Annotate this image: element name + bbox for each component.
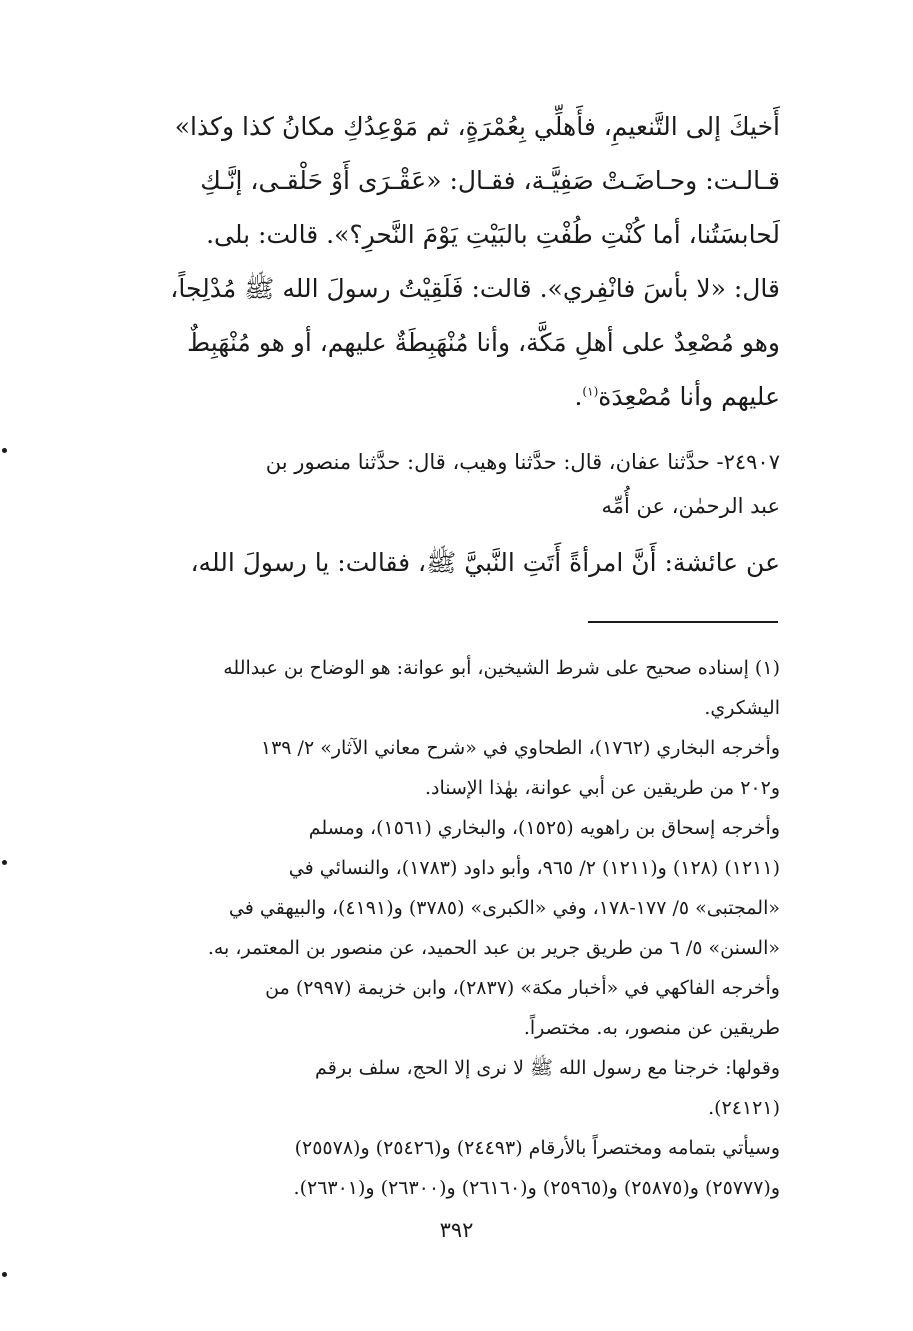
- footnote-line: «المجتبى» ٥/ ١٧٧-١٧٨، وفي «الكبرى» (٣٧٨٥) و(٤١٩١)، والبيهقي في: [228, 897, 780, 919]
- footnote-line: و٢٠٢ من طريقين عن أبي عوانة، بهٰذا الإسناد.: [424, 777, 780, 799]
- footnote-line: وسيأتي بتمامه ومختصراً بالأرقام (٢٤٤٩٣) و(٢٥٤٢٦) و(٢٥٥٧٨): [294, 1137, 780, 1159]
- footnote-line: وقولها: خرجنا مع رسول الله ﷺ لا نرى إلا الحج، سلف برقم: [315, 1057, 780, 1079]
- main-text-line: أَخيكَ إلى التَّنعيمِ، فأَهلِّي بِعُمْرَةٍ، ثم مَوْعِدُكِ مكانُ كذا وكذا»: [174, 112, 780, 141]
- hadith-matn: [78, 536, 780, 590]
- hadith-isnad-line: عبد الرحمٰن، عن أُمِّه: [601, 494, 780, 518]
- margin-dot-mark: [2, 448, 7, 453]
- hadith-isnad-line: ٢٤٩٠٧- حدَّثنا عفان، قال: حدَّثنا وهيب، قال: حدَّثنا منصور بن: [265, 450, 780, 474]
- main-text-line: وهو مُصْعِدٌ على أهلِ مَكَّة، وأنا مُنْهَبِطَةٌ عليهم، أو هو مُنْهَبِطٌ: [187, 328, 780, 357]
- hadith-isnad: [78, 440, 780, 528]
- footnote-line: (١٢١١) (١٢٨) و(١٢١١) ٢/ ٩٦٥، وأبو داود (١٧٨٣)، والنسائي في: [288, 857, 780, 879]
- footnote-line: و(٢٥٧٧٧) و(٢٥٨٧٥) و(٢٥٩٦٥) و(٢٦١٦٠) و(٢٦٣٠٠) و(٢٦٣٠١).: [293, 1177, 780, 1199]
- main-text-block: [78, 100, 780, 424]
- footnote-line: وأخرجه إسحاق بن راهويه (١٥٢٥)، والبخاري (١٥٦١)، ومسلم: [308, 817, 780, 839]
- main-text-line: قـالـت: وحـاضَـتْ صَفِيَّـة، فقـال: «عَقْـرَى أَوْ حَلْقـى، إنَّـكِ: [200, 166, 780, 195]
- footnote-reference[interactable]: (١): [582, 384, 599, 399]
- footnotes-block: [78, 648, 780, 1208]
- main-text-line: عليهم وأنا مُصْعِدَة: [598, 382, 780, 411]
- footnote-line: (٢٤١٢١).: [708, 1097, 780, 1119]
- footnote-line: اليشكري.: [704, 697, 780, 719]
- margin-dot-mark: [2, 1272, 7, 1277]
- margin-dot-mark: [2, 860, 7, 865]
- page-number: ٣٩٢: [439, 1218, 474, 1242]
- footnote-line: وأخرجه الفاكهي في «أخبار مكة» (٢٨٣٧)، وابن خزيمة (٢٩٩٧) من: [265, 977, 780, 999]
- footnote-line: طريقين عن منصور، به. مختصراً.: [523, 1017, 780, 1039]
- main-text-line: قال: «لا بأسَ فانْفِري». قالت: فَلَقِيْتُ رسولَ الله ﷺ مُدْلِجاً،: [170, 274, 780, 303]
- hadith-matn-line: عن عائشة: أَنَّ امرأةً أَتَتِ النَّبيَّ ﷺ، فقالت: يا رسولَ الله،: [190, 548, 780, 577]
- footnote-line: (١) إسناده صحيح على شرط الشيخين، أبو عوانة: هو الوضاح بن عبدالله: [223, 657, 780, 679]
- main-text-last-line: [78, 370, 780, 424]
- main-text-line: لَحابسَتُنا، أما كُنْتِ طُفْتِ بالبَيْتِ يَوْمَ النَّحرِ؟». قالت: بلى.: [206, 220, 780, 249]
- footnote-line: وأخرجه البخاري (١٧٦٢)، الطحاوي في «شرح معاني الآثار» ٢/ ١٣٩: [260, 737, 780, 759]
- line-end-punctuation: .: [574, 382, 583, 411]
- footnote-separator: [588, 621, 778, 623]
- footnote-line: «السنن» ٥/ ٦ من طريق جرير بن عبد الحميد، عن منصور بن المعتمر، به.: [207, 937, 780, 959]
